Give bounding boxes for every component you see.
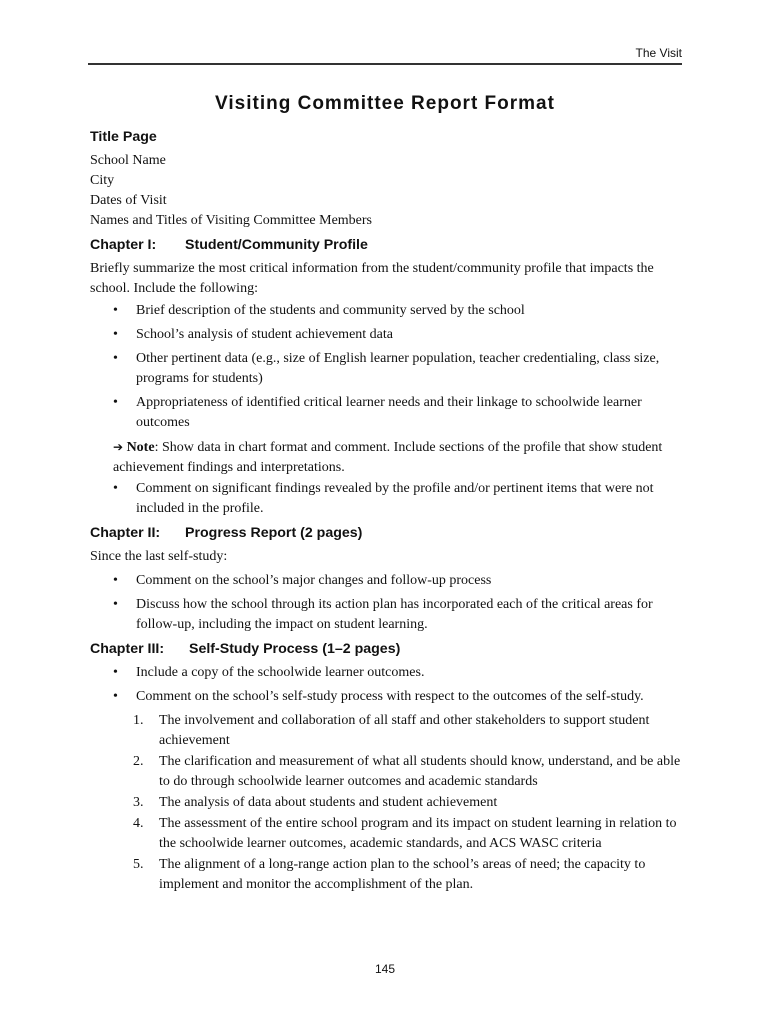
numbered-item <box>90 793 690 813</box>
list-item-text: Comment on significant findings revealed by the profile and/or pertinent items that were not included in the profile. <box>136 481 654 516</box>
note-block <box>90 437 690 478</box>
numbered-item <box>90 711 690 751</box>
list-item-text: Comment on the school’s self-study process with respect to the outcomes of the self-study. <box>136 689 644 704</box>
chapter-number: Chapter I: <box>90 237 157 253</box>
item-number: 1. <box>133 713 144 728</box>
item-number: 3. <box>133 795 144 810</box>
numbered-item-text: The analysis of data about students and student achievement <box>159 795 498 810</box>
title-page-line: Names and Titles of Visiting Committee Members <box>90 213 373 228</box>
bullet-icon: • <box>113 351 118 366</box>
list-item-text: Appropriateness of identified critical learner needs and their linkage to schoolwide learner outcomes <box>136 395 642 430</box>
title-page-line: Dates of Visit <box>90 193 167 208</box>
document-title: Visiting Committee Report Format <box>215 93 555 114</box>
list-item <box>90 325 690 345</box>
note-text: : Show data in chart format and comment. Include sections of the profile that show student achievement findings and interpretations. <box>113 440 663 475</box>
bullet-icon: • <box>113 573 118 588</box>
title-page-line: School Name <box>90 153 166 168</box>
chapter-1-section <box>90 235 690 519</box>
chapter-3-section <box>90 639 690 895</box>
chapter-2-section <box>90 523 690 635</box>
bullet-icon: • <box>113 481 118 496</box>
document-body <box>90 127 690 896</box>
numbered-item-text: The involvement and collaboration of all staff and other stakeholders to support student achievement <box>159 713 650 748</box>
chapter-3-heading <box>90 639 690 659</box>
list-item <box>90 687 690 707</box>
title-page-line: City <box>90 173 115 188</box>
title-page-section <box>90 127 690 231</box>
chapter-number: Chapter II: <box>90 525 161 541</box>
list-item <box>90 479 690 519</box>
numbered-item-text: The alignment of a long-range action plan to the school’s areas of need; the capacity to implement and monitor the accomplishment of the plan. <box>159 857 646 892</box>
list-item-text: School’s analysis of student achievement data <box>136 327 393 342</box>
page-number: 145 <box>374 962 396 976</box>
item-number: 4. <box>133 816 144 831</box>
item-number: 2. <box>133 754 144 769</box>
numbered-item <box>90 814 690 854</box>
list-item-text: Brief description of the students and community served by the school <box>136 303 525 318</box>
list-item <box>90 393 690 433</box>
list-item-text: Include a copy of the schoolwide learner outcomes. <box>136 665 425 680</box>
list-item-text: Other pertinent data (e.g., size of English learner population, teacher credentialing, class size, programs for students) <box>136 351 660 386</box>
numbered-item <box>90 855 690 895</box>
list-item-text: Comment on the school’s major changes and follow-up process <box>136 573 492 588</box>
note-bullet-list <box>90 479 690 519</box>
chapter-1-intro: Briefly summarize the most critical information from the student/community profile that impacts the school. Include the following: <box>90 261 654 296</box>
chapter-2-heading <box>90 523 690 543</box>
list-item <box>90 349 690 389</box>
arrow-right-icon: ➔ <box>113 440 124 454</box>
note-label: Note <box>126 440 155 455</box>
list-item <box>90 301 690 321</box>
bullet-icon: • <box>113 327 118 342</box>
bullet-icon: • <box>113 597 118 612</box>
bullet-icon: • <box>113 689 118 704</box>
header-label: The Visit <box>635 46 682 60</box>
bullet-icon: • <box>113 395 118 410</box>
list-item <box>90 663 690 683</box>
numbered-item-text: The clarification and measurement of what all students should know, understand, and be able to do through schoolwide learner outcomes and academic standards <box>159 754 681 789</box>
bullet-icon: • <box>113 665 118 680</box>
chapter-1-bullet-list <box>90 301 690 433</box>
list-item <box>90 595 690 635</box>
chapter-title: Student/Community Profile <box>185 237 368 253</box>
chapter-title: Self-Study Process (1–2 pages) <box>189 641 401 657</box>
title-page-heading: Title Page <box>90 129 157 145</box>
bullet-icon: • <box>113 303 118 318</box>
header-rule <box>88 63 682 65</box>
chapter-number: Chapter III: <box>90 641 165 657</box>
chapter-2-bullet-list <box>90 571 690 635</box>
chapter-3-numbered-list <box>90 711 690 895</box>
chapter-2-intro: Since the last self-study: <box>90 549 228 564</box>
chapter-1-heading <box>90 235 690 255</box>
item-number: 5. <box>133 857 144 872</box>
list-item <box>90 571 690 591</box>
chapter-title: Progress Report (2 pages) <box>185 525 363 541</box>
chapter-3-bullet-list <box>90 663 690 707</box>
list-item-text: Discuss how the school through its action plan has incorporated each of the critical areas for follow-up, including the impact on student learning. <box>136 597 653 632</box>
numbered-item <box>90 752 690 792</box>
numbered-item-text: The assessment of the entire school program and its impact on student learning in relation to the schoolwide learner outcomes, academic standards, and ACS WASC criteria <box>159 816 677 851</box>
